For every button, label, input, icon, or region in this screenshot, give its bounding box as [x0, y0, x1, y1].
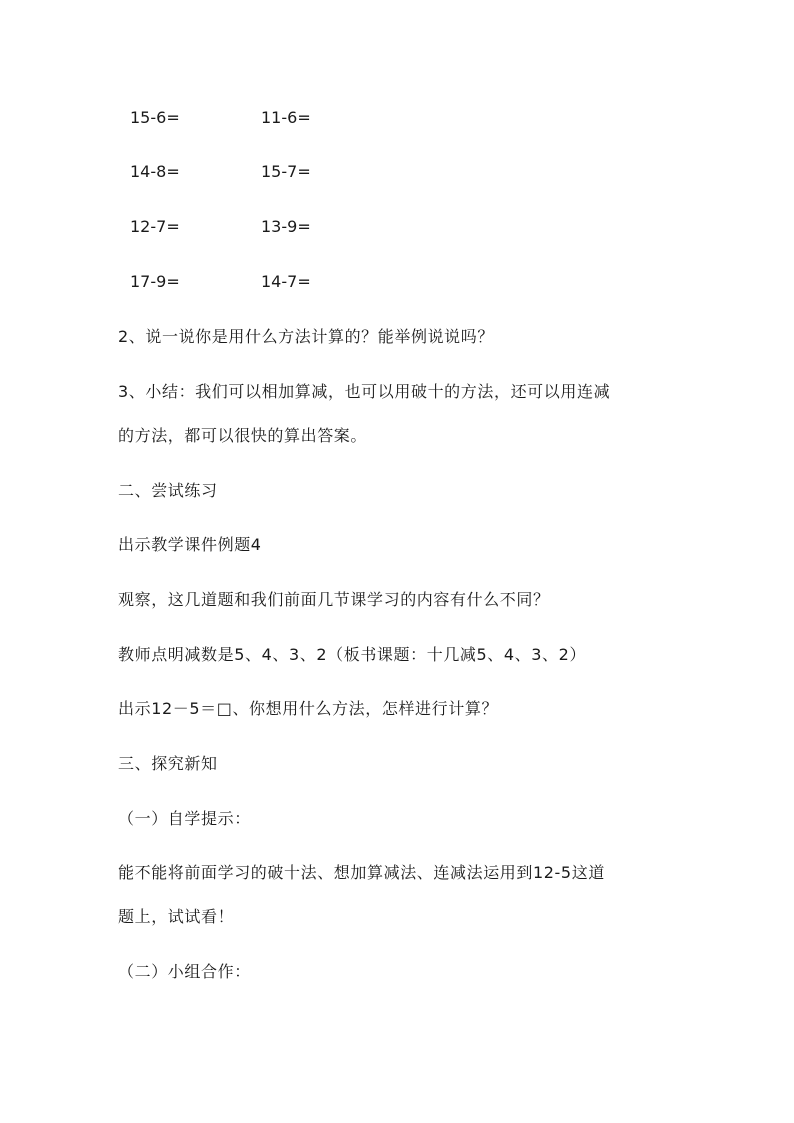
group-work-heading: （二）小组合作：	[118, 962, 251, 981]
question-explain-method: 2、说一说你是用什么方法计算的？能举例说说吗？	[118, 327, 494, 346]
summary-line-2: 的方法，都可以很快的算出答案。	[118, 426, 368, 445]
section-heading-practice: 二、尝试练习	[118, 481, 218, 500]
show-example-4: 出示教学课件例题4	[118, 535, 262, 554]
section-heading-explore: 三、探究新知	[118, 754, 218, 773]
exercise-3-left: 12-7=	[130, 217, 180, 236]
exercise-2-right: 15-7=	[261, 162, 311, 181]
self-study-line-1: 能不能将前面学习的破十法、想加算减法、连减法运用到12-5这道	[118, 863, 605, 882]
exercise-3-right: 13-9=	[261, 217, 311, 236]
self-study-line-2: 题上，试试看！	[118, 907, 235, 926]
show-problem-12-5: 出示12－5＝□、你想用什么方法，怎样进行计算？	[118, 699, 499, 718]
summary-line-1: 3、小结：我们可以相加算减，也可以用破十的方法，还可以用连减	[118, 382, 611, 401]
observe-question: 观察，这几道题和我们前面几节课学习的内容有什么不同？	[118, 590, 550, 609]
exercise-4-right: 14-7=	[261, 272, 311, 291]
exercise-1-left: 15-6=	[130, 108, 180, 127]
exercise-2-left: 14-8=	[130, 162, 180, 181]
exercise-1-right: 11-6=	[261, 108, 311, 127]
teacher-note-subtrahend: 教师点明减数是5、4、3、2（板书课题：十几减5、4、3、2）	[118, 645, 587, 664]
exercise-4-left: 17-9=	[130, 272, 180, 291]
self-study-prompt-heading: （一）自学提示：	[118, 809, 251, 828]
